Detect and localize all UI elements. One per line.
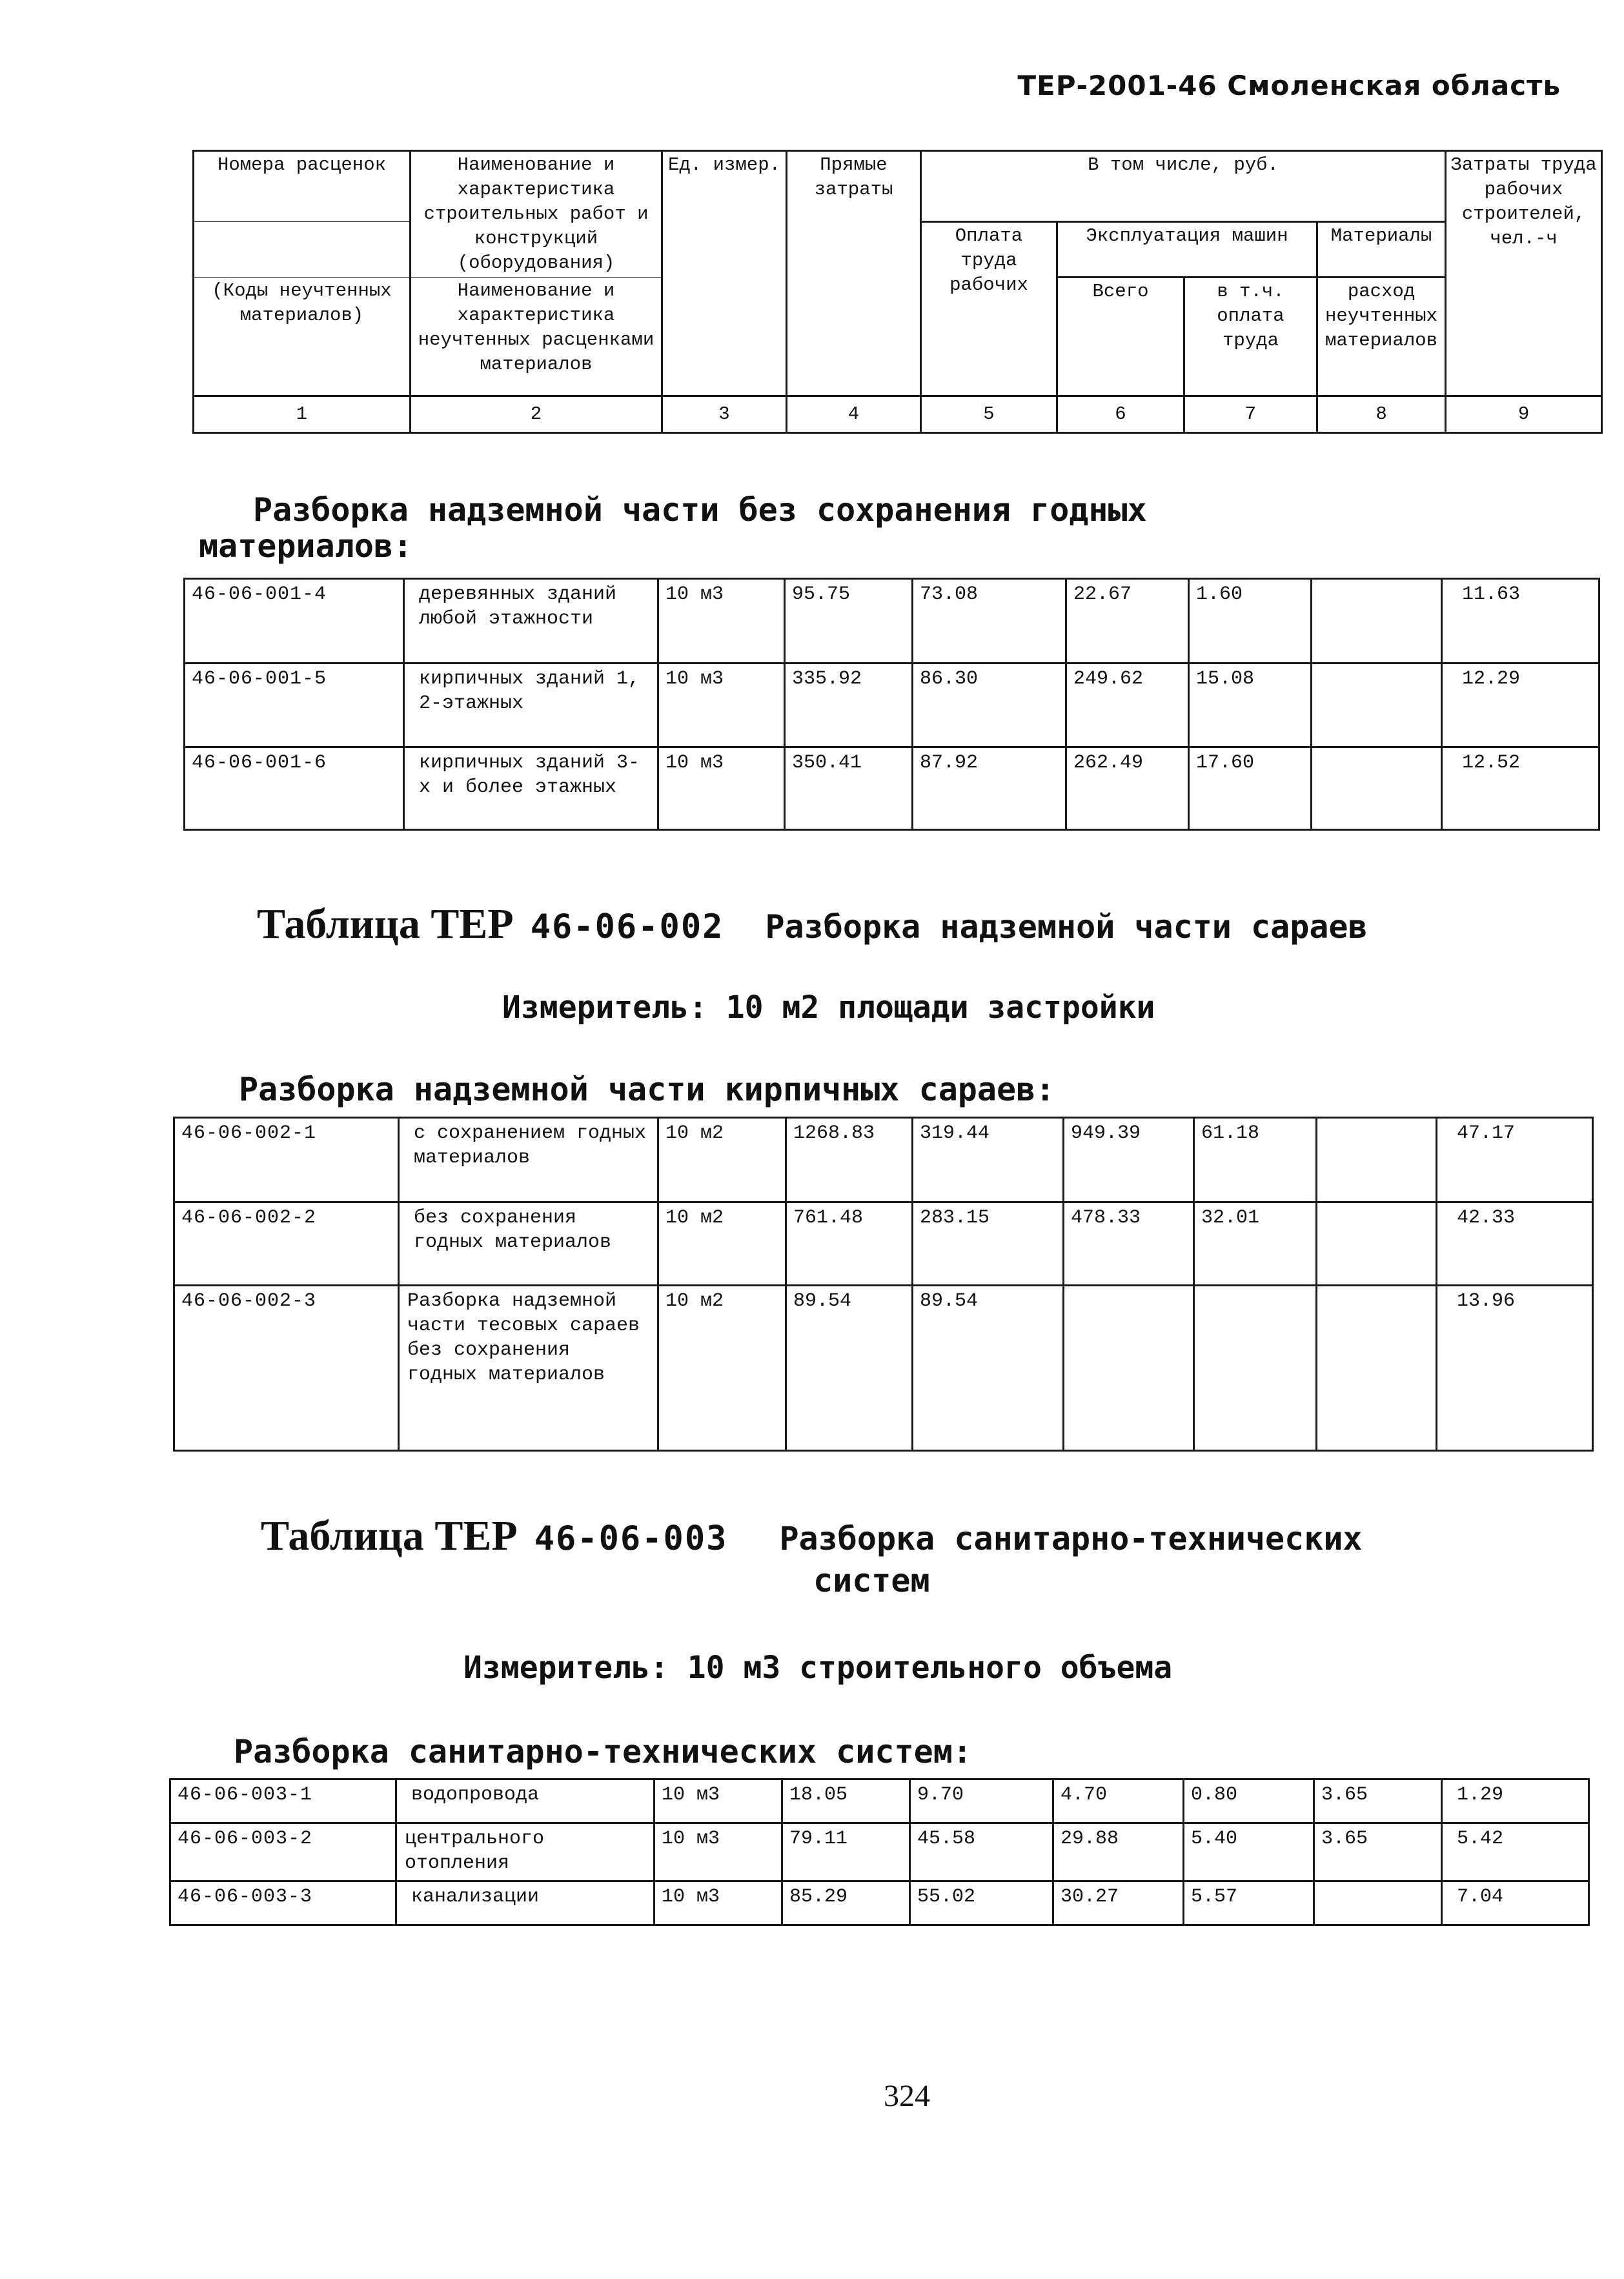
header-col1-spacer [194, 222, 411, 278]
row-unit: 10 м3 [658, 747, 785, 830]
table-row [170, 1823, 1589, 1881]
row-machines: 949.39 [1064, 1118, 1194, 1202]
row-code: 46-06-003-1 [170, 1779, 396, 1823]
row-code: 46-06-003-2 [170, 1823, 396, 1881]
row-machine-labor: 32.01 [1194, 1202, 1317, 1286]
header-num-8: 8 [1317, 396, 1446, 433]
row-materials [1317, 1286, 1437, 1451]
row-direct: 761.48 [786, 1202, 913, 1286]
header-materials: Материалы [1317, 222, 1446, 278]
row-machine-labor: 61.18 [1194, 1118, 1317, 1202]
row-unit: 10 м2 [658, 1202, 786, 1286]
header-num-4: 4 [787, 396, 921, 433]
row-labor: 87.92 [913, 747, 1066, 830]
table-row [185, 579, 1599, 663]
table3-meter: Измеритель: 10 м3 строительного объема [463, 1650, 1173, 1686]
row-direct: 1268.83 [786, 1118, 913, 1202]
header-num-6: 6 [1057, 396, 1184, 433]
header-col7: в т.ч. оплата труда [1184, 278, 1317, 396]
row-name: водопровода [396, 1779, 655, 1823]
row-machines [1064, 1286, 1194, 1451]
row-unit: 10 м3 [655, 1823, 782, 1881]
row-materials [1317, 1118, 1437, 1202]
header-col2-top: Наименование и характеристика строительных работ и конструкций (оборудования) [411, 151, 662, 278]
row-labor: 73.08 [913, 579, 1066, 663]
header-num-3: 3 [662, 396, 787, 433]
row-materials [1312, 579, 1442, 663]
row-name: центрального отопления [396, 1823, 655, 1881]
header-col4: Прямые затраты [787, 151, 921, 396]
table3-title-desc-line2: систем [813, 1562, 930, 1599]
row-direct: 350.41 [785, 747, 913, 830]
table-row [185, 747, 1599, 830]
row-labor: 319.44 [913, 1118, 1064, 1202]
row-labor: 45.58 [910, 1823, 1053, 1881]
row-machine-labor: 1.60 [1189, 579, 1312, 663]
row-name: с сохранением годных материалов [399, 1118, 658, 1202]
row-labor: 89.54 [913, 1286, 1064, 1451]
row-unit: 10 м2 [658, 1118, 786, 1202]
row-machine-labor: 5.57 [1184, 1881, 1314, 1925]
row-name: канализации [396, 1881, 655, 1925]
table2-caption: Разборка надземной части кирпичных сараев: [239, 1071, 1055, 1108]
table-row [185, 663, 1599, 747]
table3-title-code: 46-06-003 [534, 1519, 728, 1558]
table-row [174, 1118, 1593, 1202]
table-row [170, 1779, 1589, 1823]
row-machine-labor [1194, 1286, 1317, 1451]
row-unit: 10 м3 [658, 579, 785, 663]
row-materials [1314, 1881, 1442, 1925]
table3-title [261, 1512, 1363, 1561]
row-materials [1312, 747, 1442, 830]
header-col1-bottom: (Коды неучтенных материалов) [194, 278, 411, 396]
column-header-table [192, 150, 1603, 434]
row-direct: 95.75 [785, 579, 913, 663]
row-machine-labor: 5.40 [1184, 1823, 1314, 1881]
row-name: без сохранения годных материалов [399, 1202, 658, 1286]
row-materials [1312, 663, 1442, 747]
row-code: 46-06-003-3 [170, 1881, 396, 1925]
row-machines: 4.70 [1053, 1779, 1184, 1823]
row-machines: 478.33 [1064, 1202, 1194, 1286]
row-materials [1317, 1202, 1437, 1286]
row-direct: 85.29 [782, 1881, 910, 1925]
row-hours: 12.29 [1442, 663, 1599, 747]
header-num-9: 9 [1446, 396, 1602, 433]
row-code: 46-06-001-4 [185, 579, 404, 663]
row-machine-labor: 0.80 [1184, 1779, 1314, 1823]
table2-title-word: Таблица ТЕР [257, 900, 514, 947]
table3-title-desc-line1: Разборка санитарно-технических [779, 1520, 1363, 1557]
table3-table [169, 1778, 1590, 1926]
row-labor: 55.02 [910, 1881, 1053, 1925]
header-col1-top: Номера расценок [194, 151, 411, 222]
section1-caption-line2: материалов: [199, 527, 413, 565]
row-machines: 22.67 [1066, 579, 1189, 663]
row-materials: 3.65 [1314, 1779, 1442, 1823]
row-labor: 9.70 [910, 1779, 1053, 1823]
row-materials: 3.65 [1314, 1823, 1442, 1881]
row-unit: 10 м3 [655, 1881, 782, 1925]
table-row [170, 1881, 1589, 1925]
row-hours: 13.96 [1437, 1286, 1593, 1451]
row-machines: 262.49 [1066, 747, 1189, 830]
table2-title-code: 46-06-002 [530, 907, 724, 946]
row-machines: 30.27 [1053, 1881, 1184, 1925]
header-col2-bottom: Наименование и характеристика неучтенных расценками материалов [411, 278, 662, 396]
row-code: 46-06-002-2 [174, 1202, 399, 1286]
row-hours: 47.17 [1437, 1118, 1593, 1202]
row-machine-labor: 15.08 [1189, 663, 1312, 747]
header-col5: Оплата труда рабочих [921, 222, 1057, 396]
table-row [174, 1286, 1593, 1451]
section1-caption [199, 492, 1147, 564]
table2-title-desc: Разборка надземной части сараев [765, 908, 1368, 946]
row-name: деревянных зданий любой этажности [404, 579, 658, 663]
row-direct: 18.05 [782, 1779, 910, 1823]
header-col8: расход неучтенных материалов [1317, 278, 1446, 396]
row-code: 46-06-002-3 [174, 1286, 399, 1451]
row-machines: 29.88 [1053, 1823, 1184, 1881]
page-number: 324 [884, 2079, 930, 2113]
row-unit: 10 м3 [658, 663, 785, 747]
row-code: 46-06-002-1 [174, 1118, 399, 1202]
table2-meter: Измеритель: 10 м2 площади застройки [502, 989, 1155, 1026]
row-direct: 335.92 [785, 663, 913, 747]
header-col3: Ед. измер. [662, 151, 787, 396]
row-hours: 12.52 [1442, 747, 1599, 830]
row-code: 46-06-001-6 [185, 747, 404, 830]
row-hours: 1.29 [1442, 1779, 1589, 1823]
table-row [174, 1202, 1593, 1286]
row-machines: 249.62 [1066, 663, 1189, 747]
section1-table [183, 578, 1600, 831]
header-num-5: 5 [921, 396, 1057, 433]
header-machines: Эксплуатация машин [1057, 222, 1317, 278]
row-labor: 86.30 [913, 663, 1066, 747]
row-code: 46-06-001-5 [185, 663, 404, 747]
row-hours: 7.04 [1442, 1881, 1589, 1925]
row-machine-labor: 17.60 [1189, 747, 1312, 830]
section1-caption-line1: Разборка надземной части без сохранения годных [253, 491, 1147, 529]
row-unit: 10 м2 [658, 1286, 786, 1451]
table2-title [257, 900, 1368, 949]
table3-caption: Разборка санитарно-технических систем: [234, 1733, 972, 1770]
row-unit: 10 м3 [655, 1779, 782, 1823]
header-col9: Затраты труда рабочих строителей, чел.-ч [1446, 151, 1602, 396]
header-num-2: 2 [411, 396, 662, 433]
table3-title-word: Таблица ТЕР [261, 1512, 518, 1559]
row-direct: 79.11 [782, 1823, 910, 1881]
table2-table [173, 1117, 1594, 1452]
header-num-7: 7 [1184, 396, 1317, 433]
header-incl: В том числе, руб. [921, 151, 1446, 222]
row-name: кирпичных зданий 1, 2-этажных [404, 663, 658, 747]
row-name: кирпичных зданий 3-х и более этажных [404, 747, 658, 830]
header-num-1: 1 [194, 396, 411, 433]
row-direct: 89.54 [786, 1286, 913, 1451]
row-name: Разборка надземной части тесовых сараев без сохранения годных материалов [399, 1286, 658, 1451]
row-hours: 42.33 [1437, 1202, 1593, 1286]
row-labor: 283.15 [913, 1202, 1064, 1286]
row-hours: 11.63 [1442, 579, 1599, 663]
header-col6: Всего [1057, 278, 1184, 396]
running-header: ТЕР-2001-46 Смоленская область [1017, 70, 1561, 101]
row-hours: 5.42 [1442, 1823, 1589, 1881]
